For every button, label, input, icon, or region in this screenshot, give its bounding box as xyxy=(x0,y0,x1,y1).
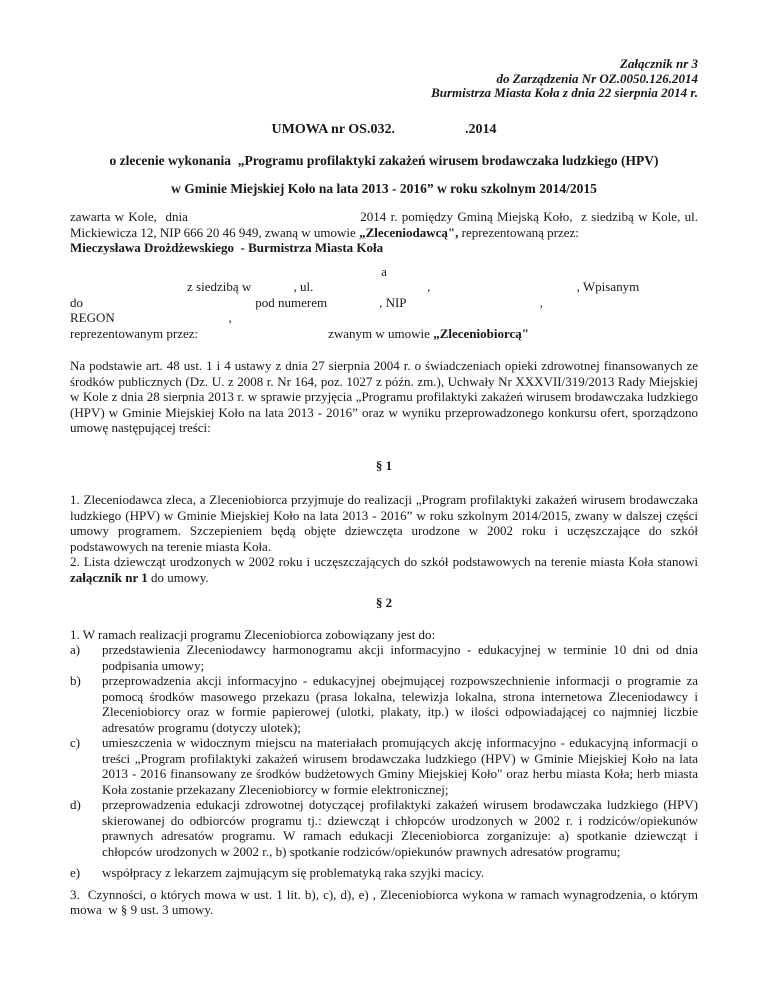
list-marker-c: c) xyxy=(70,735,81,750)
list-item-a-text: przedstawienia Zleceniodawcy harmonogramu akcji informacyjno - edukacyjnej w terminie 10 dni od dnia podpisania umowy; xyxy=(102,642,698,673)
list-marker-e: e) xyxy=(70,865,81,880)
client-term: „Zleceniodawcą", xyxy=(359,224,459,240)
attachment-1-reference: załącznik nr 1 xyxy=(70,569,148,585)
section-1-item-1: 1. Zleceniodawca zleca, a Zleceniobiorca przyjmuje do realizacji „Program profilaktyki zakażeń wirusem brodawczaka ludzkiego (HPV) w Gminie Miejskiej Koło na lata 2013 - 2016” w roku szkolnym 2014/2015, zwany w dalszej części umowy programem. Szczepieniem będą objęte dziewczęta urodzone w 2002 roku i uczęszczające do szkół podstawowych na terenie miasta Koła. xyxy=(70,492,698,554)
contractor-party-paragraph xyxy=(70,279,698,341)
list-item-c xyxy=(70,735,698,797)
between-parties-conjunction: a xyxy=(381,263,387,279)
list-item-d xyxy=(70,797,698,859)
section-1-item-2-text: 2. Lista dziewcząt urodzonych w 2002 roku i uczęszczających do szkół podstawowych na terenie miasta Koła stanowi xyxy=(70,554,698,569)
contractor-blank-line-1: z siedzibą w , ul. , , Wpisanym xyxy=(70,279,640,294)
contractor-blank-line-2: do pod numerem , NIP , REGON , xyxy=(70,294,544,325)
annex-line-3: Burmistrza Miasta Koła z dnia 22 sierpnia 2014 r. xyxy=(431,85,698,100)
contract-title: UMOWA nr OS.032. .2014 xyxy=(271,121,497,137)
annex-line-1: Załącznik nr 3 xyxy=(619,56,698,71)
section-2-item-3: 3. Czynności, o których mowa w ust. 1 lit. b), c), d), e) , Zleceniobiorca wykona w ramach wynagrodzenia, o którym mowa w § 9 ust. 3 umowy. xyxy=(70,886,698,917)
list-item-b-text: przeprowadzenia akcji informacyjno - edukacyjnej obejmującej rozpowszechnienie informacji o programie za pomocą środków masowego przekazu (prasa lokalna, telewizja lokalna, strona internetowa Zleceniodawcy i Zleceniobiorcy oraz w formie papierowej (ulotki, plakaty, itp.) w ilości odpowiadającej co najmniej liczbie adresatów programu (dotyczy ulotek); xyxy=(102,673,698,735)
contractor-blank-line-3-text: reprezentowanym przez: zwanym w umowie xyxy=(70,325,434,341)
section-2-intro: 1. W ramach realizacji programu Zleceniobiorca zobowiązany jest do: xyxy=(70,626,436,642)
client-party-text-2: reprezentowaną przez: xyxy=(458,224,579,240)
annex-line-2: do Zarządzenia Nr OZ.0050.126.2014 xyxy=(496,70,698,86)
list-item-c-text: umieszczenia w widocznym miejscu na materiałach promujących akcję informacyjno - edukacyjną informacji o treści „Program profilaktyki zakażeń wirusem brodawczaka ludzkiego (HPV) w Gminie Miejskiej Koło na lata 2013 - 2016 finansowany ze środków budżetowych Gminy Miejskiej Koło" oraz herbu miasta Koła; herb miasta Koła zostanie przekazany Zleceniobiorcy w formie elektronicznej; xyxy=(102,735,698,797)
annex-header xyxy=(70,57,698,101)
section-1-heading: § 1 xyxy=(375,457,393,473)
contractor-term: „Zleceniobiorcą" xyxy=(433,325,529,341)
list-marker-b: b) xyxy=(70,673,81,688)
mayor-name: Mieczysława Drożdżewskiego - Burmistrza Miasta Koła xyxy=(70,240,384,255)
legal-basis-paragraph: Na podstawie art. 48 ust. 1 i 4 ustawy z dnia 27 sierpnia 2004 r. o świadczeniach opieki zdrowotnej finansowanych ze środków publicznych (Dz. U. z 2008 r. Nr 164, poz. 1027 z późn. zm.), Uchwały Nr XXXVII/319/2013 Rady Miejskiej w Kole z dnia 28 sierpnia 2013 r. w sprawie przyjęcia „Programu profilaktyki zakażeń wirusem brodawczaka ludzkiego (HPV) w Gminie Miejskiej Koło na lata 2013 - 2016” oraz w wyniku przeprowadzonego konkursu ofert, sporządzono umowę następującej treści: xyxy=(70,358,698,435)
list-item-e-text: współpracy z lekarzem zajmującym się problematyką raka szyjki macicy. xyxy=(102,865,485,880)
client-party-paragraph xyxy=(70,209,698,256)
contract-subtitle-line-2: w Gminie Miejskiej Koło na lata 2013 - 2016” w roku szkolnym 2014/2015 xyxy=(171,180,597,196)
client-party-text-1: zawarta w Kole, dnia 2014 r. pomiędzy Gminą Miejską Koło, z siedzibą w Kole, ul. Mickiewicza 12, NIP 666 20 46 949, zwaną w umowie xyxy=(70,209,698,240)
list-marker-a: a) xyxy=(70,642,81,657)
list-item-a xyxy=(70,642,698,673)
section-1-item-2-tail: do umowy. xyxy=(147,569,209,585)
section-2-heading: § 2 xyxy=(375,595,393,610)
list-marker-d: d) xyxy=(70,797,81,812)
list-item-e xyxy=(70,865,698,881)
list-item-b xyxy=(70,673,698,735)
list-item-d-text: przeprowadzenia edukacji zdrowotnej dotyczącej profilaktyki zakażeń wirusem brodawczaka ludzkiego (HPV) skierowanej do odbiorców programu tj.: dziewcząt i chłopców urodzonych w 2002 r. i rodziców/opiekunów prawnych adresatów programu. W ramach edukacji Zleceniobiorca zorganizuje: a) spotkanie dziewcząt i chłopców urodzonych w 2002 r., b) spotkanie rodziców/opiekunów prawnych adresatów programu; xyxy=(102,797,698,859)
contract-subtitle-line-1: o zlecenie wykonania „Programu profilaktyki zakażeń wirusem brodawczaka ludzkiego (HPV) xyxy=(109,153,659,168)
contractor-blank-line-3 xyxy=(70,326,698,342)
section-1-item-2 xyxy=(70,554,698,585)
